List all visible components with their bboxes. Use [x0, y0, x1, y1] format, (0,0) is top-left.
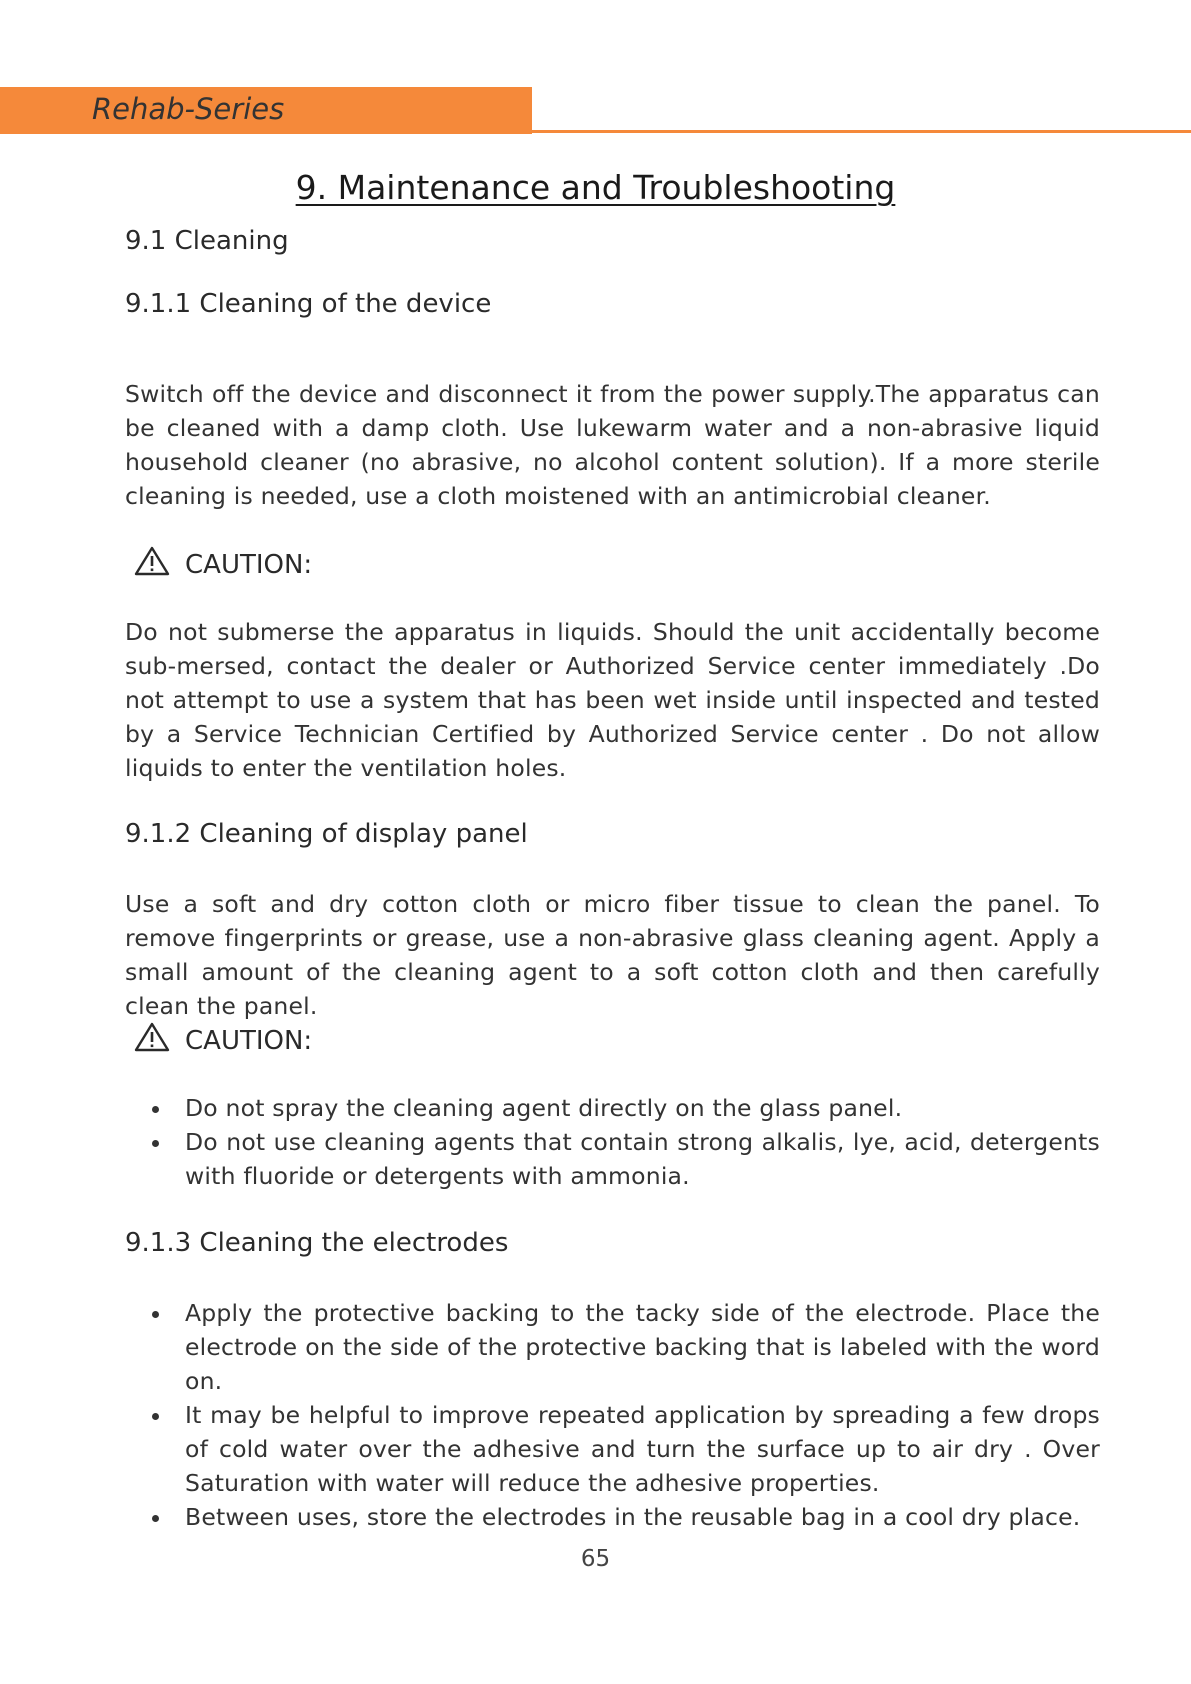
warning-triangle-icon	[133, 545, 171, 584]
page-title: 9. Maintenance and Troubleshooting	[295, 168, 896, 207]
list-item: Between uses, store the electrodes in the reusable bag in a cool dry place.	[125, 1500, 1100, 1534]
warning-triangle-icon	[133, 1021, 171, 1060]
section-heading-9-1-2: 9.1.2 Cleaning of display panel	[125, 819, 528, 849]
list-item: Apply the protective backing to the tacky side of the electrode. Place the electrode on the side of the protective backing that is labeled with the word on.	[125, 1296, 1100, 1398]
caution-block-2	[133, 1021, 312, 1060]
caution-block-1	[133, 545, 312, 584]
section-heading-9-1: 9.1 Cleaning	[125, 226, 289, 256]
list-item: Do not use cleaning agents that contain strong alkalis, lye, acid, detergents with fluoride or detergents with ammonia.	[125, 1125, 1100, 1193]
caution-paragraph: Do not submerse the apparatus in liquids. Should the unit accidentally become sub-mersed, contact the dealer or Authorized Service center immediately .Do not attempt to use a system that has been wet inside until inspected and tested by a Service Technician Certified by Authorized Service center . Do not allow liquids to enter the ventilation holes.	[125, 618, 1100, 782]
section-heading-9-1-3: 9.1.3 Cleaning the electrodes	[125, 1228, 509, 1258]
section-heading-9-1-1: 9.1.1 Cleaning of the device	[125, 289, 492, 319]
panel-caution-list	[125, 1091, 1100, 1193]
display-panel-paragraph: Use a soft and dry cotton cloth or micro fiber tissue to clean the panel. To remove fingerprints or grease, use a non-abrasive glass cleaning agent. Apply a small amount of the cleaning agent to a soft cotton cloth and then carefully clean the panel.	[125, 890, 1100, 1020]
series-label: Rehab-Series	[92, 92, 285, 126]
list-item: Do not spray the cleaning agent directly on the glass panel.	[125, 1091, 1100, 1125]
electrode-cleaning-list	[125, 1296, 1100, 1534]
list-item: It may be helpful to improve repeated application by spreading a few drops of cold water over the adhesive and turn the surface up to air dry . Over Saturation with water will reduce the adhesive properties.	[125, 1398, 1100, 1500]
header-rule	[532, 130, 1191, 133]
device-cleaning-paragraph: Switch off the device and disconnect it from the power supply.The apparatus can be cleaned with a damp cloth. Use lukewarm water and a non-abrasive liquid household cleaner (no abrasive, no alcohol content solution). If a more sterile cleaning is needed, use a cloth moistened with an antimicrobial cleaner.	[125, 380, 1100, 510]
caution-label: CAUTION:	[185, 549, 313, 580]
page-number: 65	[580, 1546, 611, 1572]
caution-label: CAUTION:	[185, 1025, 313, 1056]
